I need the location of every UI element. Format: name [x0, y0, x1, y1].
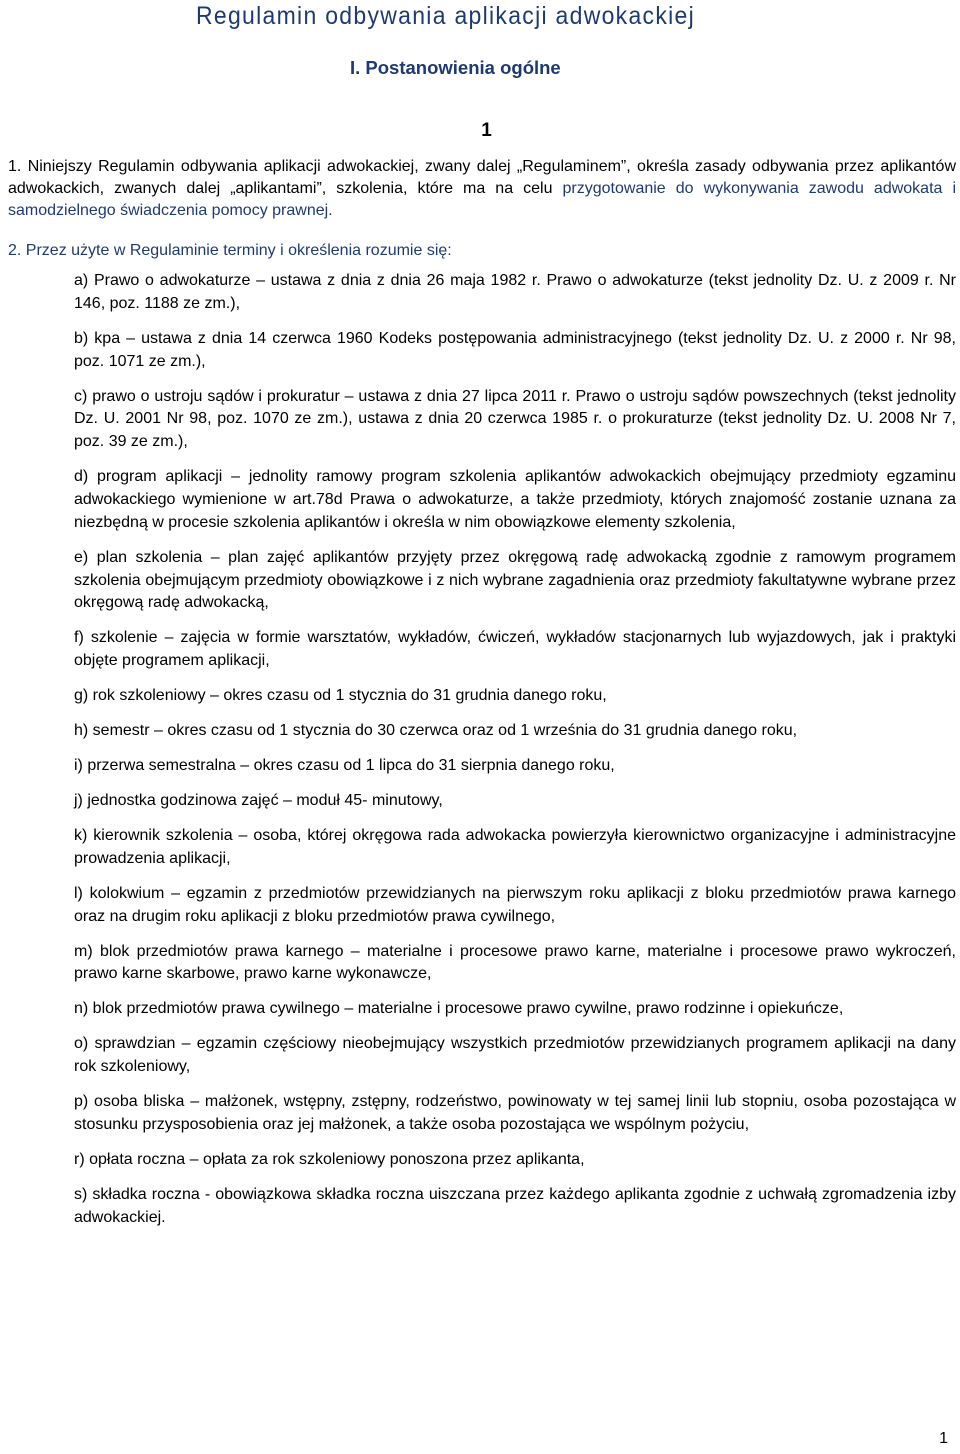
- definition-item: m) blok przedmiotów prawa karnego – materialne i procesowe prawo karne, materialne i procesowe prawo wykroczeń, prawo karne skarbowe, prawo karne wykonawcze,: [74, 942, 956, 983]
- chapter-heading: I. Postanowienia ogólne: [350, 57, 561, 78]
- definition-item: r) opłata roczna – opłata za rok szkoleniowy ponoszona przez aplikanta,: [74, 1150, 585, 1168]
- paragraph-1-tail: przygotowanie do wykonywania zawodu adwokata i samodzielnego świadczenia pomocy prawnej.: [8, 180, 957, 219]
- section-heading: [464, 120, 492, 142]
- definition-item: c) prawo o ustroju sądów i prokuratur – ustawa z dnia 27 lipca 2011 r. Prawo o ustroju sądów powszechnych (tekst jednolity Dz. U. 2001 Nr 98, poz. 1070 ze zm.), ustawa z dnia 20 czerwca 1985 r. o prokuraturze (tekst jednolity Dz. U. 2008 Nr 7, poz. 39 ze zm.),: [74, 387, 956, 451]
- definition-item: s) składka roczna - obowiązkowa składka roczna uiszczana przez każdego aplikanta zgodnie z uchwałą zgromadzenia izby adwokackiej.: [74, 1185, 956, 1226]
- definition-item: h) semestr – okres czasu od 1 stycznia do 30 czerwca oraz od 1 września do 31 grudnia danego roku,: [74, 722, 798, 740]
- paragraph-2: 2. Przez użyte w Regulaminie terminy i określenia rozumie się:: [8, 242, 452, 259]
- definition-item: i) przerwa semestralna – okres czasu od 1 lipca do 31 sierpnia danego roku,: [74, 757, 615, 775]
- document-title: Regulamin odbywania aplikacji adwokackiej: [196, 2, 695, 30]
- definition-item: p) osoba bliska – małżonek, wstępny, zstępny, rodzeństwo, powinowaty w tej samej linii lub stopniu, osoba pozostająca w stosunku przysposobienia oraz jej małżonek, a także osoba pozostająca we wspólnym pożyciu,: [74, 1093, 956, 1133]
- definition-item: k) kierownik szkolenia – osoba, której okręgowa rada adwokacka powierzyła kierownictwo organizacyjne i administracyjne prowadzenia aplikacji,: [74, 827, 956, 867]
- page-number: 1: [939, 1430, 948, 1447]
- definition-item: j) jednostka godzinowa zajęć – moduł 45- minutowy,: [74, 792, 443, 810]
- definition-item: o) sprawdzian – egzamin częściowy nieobejmujący wszystkich przedmiotów przewidzianych programem aplikacji na dany rok szkoleniowy,: [74, 1035, 956, 1076]
- definition-item: f) szkolenie – zajęcia w formie warsztatów, wykładów, ćwiczeń, wykładów stacjonarnych lub wyjazdowych, jak i praktyki objęte programem aplikacji,: [74, 629, 956, 670]
- definition-item: g) rok szkoleniowy – okres czasu od 1 stycznia do 31 grudnia danego roku,: [74, 687, 607, 705]
- definition-item: b) kpa – ustawa z dnia 14 czerwca 1960 Kodeks postępowania administracyjnego (tekst jednolity Dz. U. z 2000 r. Nr 98, poz. 1071 ze zm.),: [74, 329, 956, 370]
- definition-item: n) blok przedmiotów prawa cywilnego – materialne i procesowe prawo cywilne, prawo rodzinne i opiekuńcze,: [74, 1000, 844, 1018]
- paragraph-1-intro: 1. Niniejszy Regulamin odbywania aplikacji adwokackiej, zwany dalej „Regulaminem”, określa zasady odbywania przez aplikantów adwokackich, zwanych dalej „aplikantami”, szkolenia, które ma na celu: [8, 158, 956, 197]
- definition-item: e) plan szkolenia – plan zajęć aplikantów przyjęty przez okręgową radę adwokacką zgodnie z ramowym programem szkolenia obejmującym przedmioty obowiązkowe i z nich wybrane zagadnienia oraz przedmioty fakultatywne wybrane przez okręgową radę adwokacką,: [74, 548, 956, 612]
- definitions-list: [74, 270, 956, 1242]
- paragraph-1: [8, 156, 956, 222]
- definition-item: d) program aplikacji – jednolity ramowy program szkolenia aplikantów adwokackich obejmujący przedmioty egzaminu adwokackiego wymienione w art.78d Prawa o adwokaturze, a także przedmioty, których znajomość zostanie uznana za niezbędną w procesie szkolenia aplikantów i określa w nim obowiązkowe elementy szkolenia,: [74, 468, 956, 531]
- definition-item: a) Prawo o adwokaturze – ustawa z dnia z dnia 26 maja 1982 r. Prawo o adwokaturze (tekst jednolity Dz. U. z 2009 r. Nr 146, poz. 1188 ze zm.),: [74, 272, 956, 312]
- paragraph-1-text: [8, 156, 956, 222]
- definition-item: l) kolokwium – egzamin z przedmiotów przewidzianych na pierwszym roku aplikacji z bloku przedmiotów prawa karnego oraz na drugim roku aplikacji z bloku przedmiotów prawa cywilnego,: [74, 884, 956, 925]
- section-number: 1: [481, 120, 492, 141]
